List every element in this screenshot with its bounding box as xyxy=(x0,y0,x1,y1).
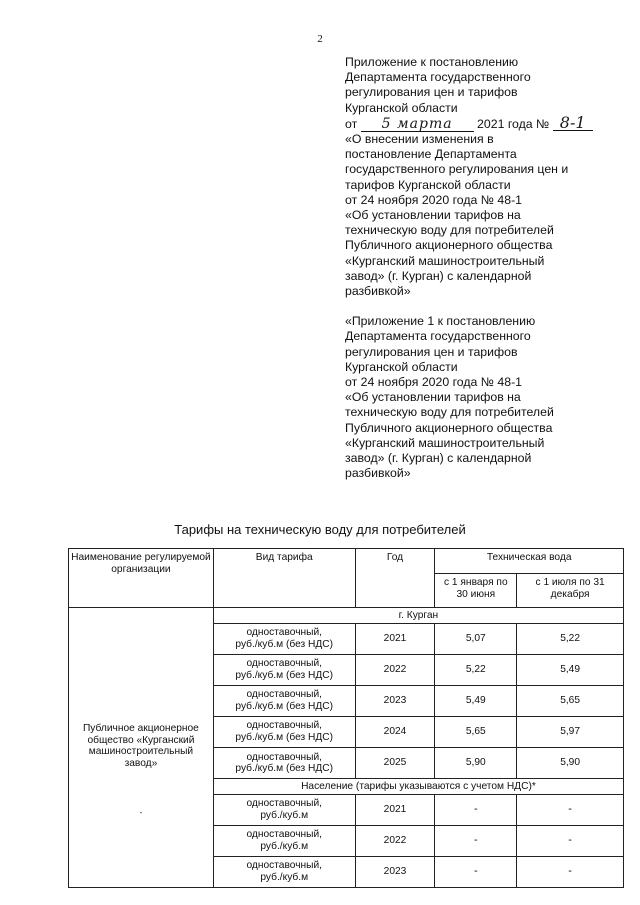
annex-body-line: государственного регулирования цен и xyxy=(345,162,569,177)
h1-value-cell: 5,07 xyxy=(435,623,517,654)
header-org: Наименование регулируемой организации xyxy=(69,549,214,608)
header-type: Вид тарифа xyxy=(213,549,355,608)
year-cell: 2024 xyxy=(355,716,435,747)
h1-value-cell: - xyxy=(435,825,517,856)
year-cell: 2022 xyxy=(355,825,435,856)
tariff-type-cell: одноставочный, руб./куб.м (без НДС) xyxy=(213,654,355,685)
annex1-line: техническую воду для потребителей xyxy=(345,405,554,420)
year-cell: 2021 xyxy=(355,794,435,825)
h1-value-cell: - xyxy=(435,794,517,825)
h2-value-cell: - xyxy=(517,794,624,825)
annex-body-line: постановление Департамента xyxy=(345,147,517,162)
h2-value-cell: 5,65 xyxy=(517,685,624,716)
date-suffix: 2021 года № xyxy=(477,116,550,131)
year-cell: 2023 xyxy=(355,856,435,887)
year-cell: 2025 xyxy=(355,747,435,778)
annex-body-line: тарифов Курганской области xyxy=(345,177,511,192)
date-prefix: от xyxy=(345,116,358,131)
h2-value-cell: 5,90 xyxy=(517,747,624,778)
annex-header-line: Приложение к постановлению xyxy=(345,55,519,69)
annex1-line: Курганской области xyxy=(345,359,458,374)
h1-value-cell: 5,90 xyxy=(435,747,517,778)
annex1-line: регулирования цен и тарифов xyxy=(345,344,518,359)
org-name: Публичное акционерное общество «Курганский машиностроительный завод» xyxy=(82,723,199,769)
h2-value-cell: - xyxy=(517,825,624,856)
annex-body-line: «Курганский машиностроительный xyxy=(345,253,545,268)
annex-body-line: «Об установлении тарифов на xyxy=(345,208,521,223)
header-period1: с 1 января по 30 июня xyxy=(435,574,517,608)
h2-value-cell: 5,97 xyxy=(517,716,624,747)
h2-value-cell: - xyxy=(517,856,624,887)
header-period2: с 1 июля по 31 декабря xyxy=(517,574,624,608)
annex-header-line: Курганской области xyxy=(345,100,458,115)
h2-value-cell: 5,49 xyxy=(517,654,624,685)
h1-value-cell: 5,22 xyxy=(435,654,517,685)
year-cell: 2021 xyxy=(355,623,435,654)
annex1-line: «Курганский машиностроительный xyxy=(345,435,545,450)
annex-header-line: регулирования цен и тарифов xyxy=(345,85,518,100)
h1-value-cell: 5,65 xyxy=(435,716,517,747)
tariff-type-cell: одноставочный, руб./куб.м (без НДС) xyxy=(213,623,355,654)
page-number: 2 xyxy=(317,33,323,45)
handwritten-number: 8-1 xyxy=(553,116,593,131)
annex-date-line xyxy=(345,112,635,132)
annex-body-line: от 24 ноября 2020 года № 48-1 xyxy=(345,192,523,207)
tariff-table xyxy=(68,548,624,888)
tariff-type-cell: одноставочный, руб./куб.м xyxy=(213,794,355,825)
tariff-type-cell: одноставочный, руб./куб.м (без НДС) xyxy=(213,685,355,716)
tariff-type-cell: одноставочный, руб./куб.м (без НДС) xyxy=(213,747,355,778)
annex-body-line: разбивкой» xyxy=(345,284,411,299)
tariff-type-cell: одноставочный, руб./куб.м xyxy=(213,825,355,856)
annex1-block xyxy=(345,314,635,481)
section-city: г. Курган xyxy=(213,608,623,624)
annex-body-line: Публичного акционерного общества xyxy=(345,238,553,253)
header-water: Техническая вода xyxy=(435,549,624,574)
section-row xyxy=(69,608,624,624)
annex1-line: «Приложение 1 к постановлению xyxy=(345,314,536,329)
annex-body-line: техническую воду для потребителей xyxy=(345,223,554,238)
annex-header-line: Департамента государственного xyxy=(345,70,531,85)
table-title: Тарифы на техническую воду для потребителей xyxy=(174,522,466,537)
annex-body xyxy=(345,132,635,299)
annex1-line: Публичного акционерного общества xyxy=(345,420,553,435)
h1-value-cell: - xyxy=(435,856,517,887)
annex1-line: разбивкой» xyxy=(345,466,411,481)
header-row xyxy=(69,549,624,574)
annex-block xyxy=(345,55,635,481)
annex-body-line: завод» (г. Курган) с календарной xyxy=(345,268,532,283)
year-cell: 2023 xyxy=(355,685,435,716)
annex1-line: от 24 ноября 2020 года № 48-1 xyxy=(345,375,523,390)
h2-value-cell: 5,22 xyxy=(517,623,624,654)
header-year: Год xyxy=(355,549,435,608)
tariff-type-cell: одноставочный, руб./куб.м xyxy=(213,856,355,887)
annex1-line: «Об установлении тарифов на xyxy=(345,390,521,405)
annex1-line: завод» (г. Курган) с календарной xyxy=(345,451,532,466)
year-cell: 2022 xyxy=(355,654,435,685)
annex-body-line: «О внесении изменения в xyxy=(345,132,494,147)
tariff-type-cell: одноставочный, руб./куб.м (без НДС) xyxy=(213,716,355,747)
handwritten-date: 5 марта xyxy=(361,117,474,132)
annex1-line: Департамента государственного xyxy=(345,329,531,344)
section-population: Население (тарифы указываются с учетом НДС)* xyxy=(213,779,623,795)
annex-header xyxy=(345,55,635,116)
h1-value-cell: 5,49 xyxy=(435,685,517,716)
org-cell xyxy=(69,608,214,888)
stray-mark: - xyxy=(139,808,143,817)
